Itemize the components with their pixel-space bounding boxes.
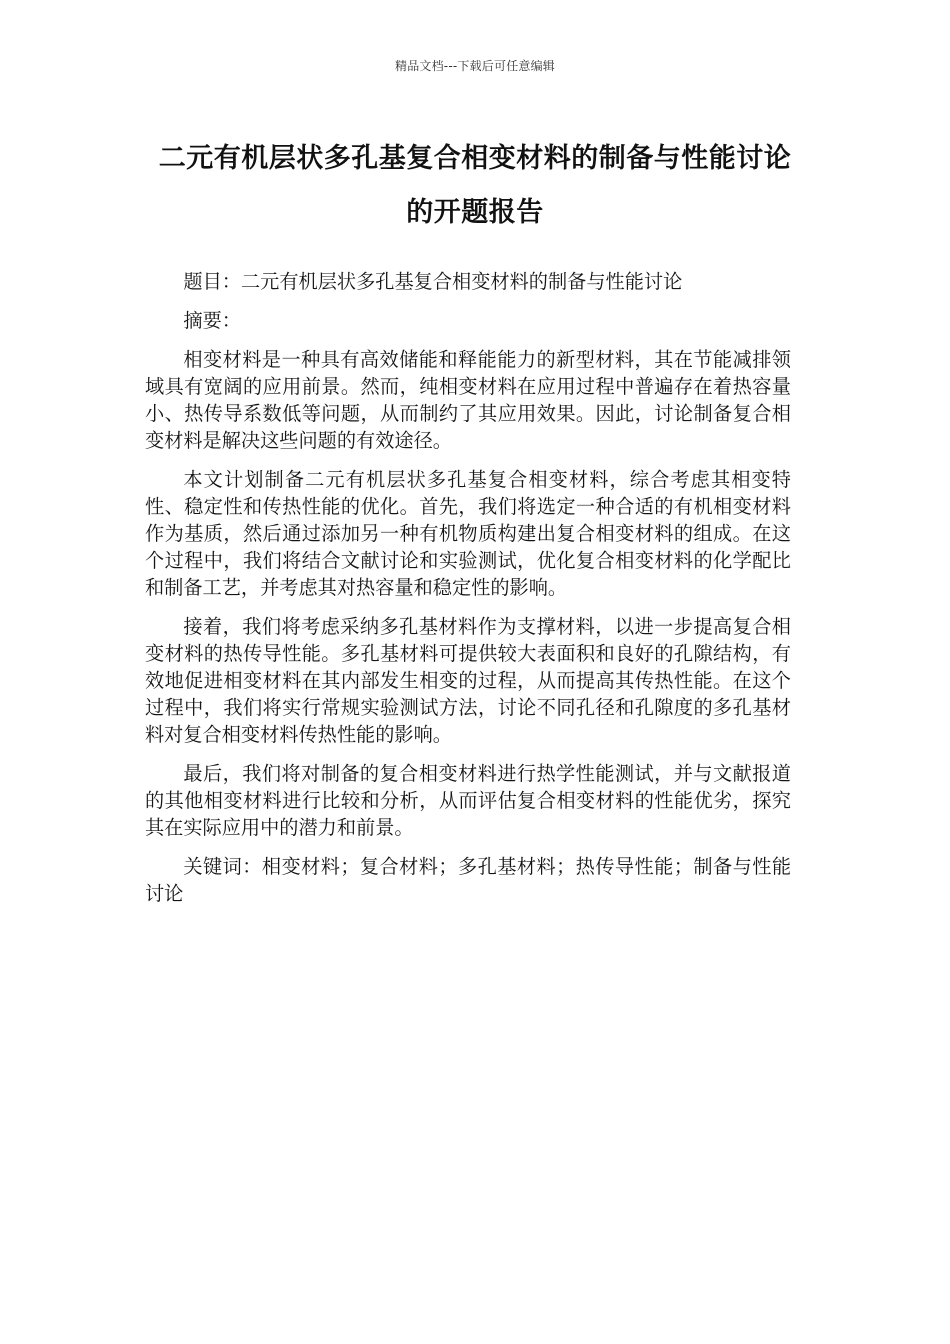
title-line-1: 二元有机层状多孔基复合相变材料的制备与性能讨论 <box>158 143 792 174</box>
abstract-label: 摘要： <box>183 309 241 332</box>
document-body <box>145 268 791 919</box>
paragraph-2: 本文计划制备二元有机层状多孔基复合相变材料，综合考虑其相变特性、稳定性和传热性能的优化。首先，我们将选定一种合适的有机相变材料作为基质，然后通过添加另一种有机物质构建出复合相变材料的组成。在这个过程中，我们将结合文献讨论和实验测试，优化复合相变材料的化学配比和制备工艺，并考虑其对热容量和稳定性的影响。 <box>145 468 791 599</box>
topic-label: 题目： <box>183 270 241 293</box>
topic-value: 二元有机层状多孔基复合相变材料的制备与性能讨论 <box>240 270 683 293</box>
keywords-line <box>145 853 791 907</box>
paragraph-3: 接着，我们将考虑采纳多孔基材料作为支撑材料，以进一步提高复合相变材料的热传导性能。多孔基材料可提供较大表面积和良好的孔隙结构，有效地促进相变材料在其内部发生相变的过程，从而提高其传热性能。在这个过程中，我们将实行常规实验测试方法，讨论不同孔径和孔隙度的多孔基材料对复合相变材料传热性能的影响。 <box>145 615 791 746</box>
title-line-2: 的开题报告 <box>406 197 544 228</box>
keywords-value: 相变材料；复合材料；多孔基材料；热传导性能；制备与性能讨论 <box>145 855 792 905</box>
paragraph-1: 相变材料是一种具有高效储能和释能能力的新型材料，其在节能减排领域具有宽阔的应用前景。然而，纯相变材料在应用过程中普遍存在着热容量小、热传导系数低等问题，从而制约了其应用效果。因此，讨论制备复合相变材料是解决这些问题的有效途径。 <box>145 348 791 452</box>
document-title <box>130 132 820 240</box>
paragraph-4: 最后，我们将对制备的复合相变材料进行热学性能测试，并与文献报道的其他相变材料进行比较和分析，从而评估复合相变材料的性能优劣，探究其在实际应用中的潜力和前景。 <box>145 762 791 839</box>
header-note: 精品文档---下载后可任意编辑 <box>395 59 555 73</box>
keywords-label: 关键词： <box>183 855 262 878</box>
topic-line <box>145 268 791 295</box>
